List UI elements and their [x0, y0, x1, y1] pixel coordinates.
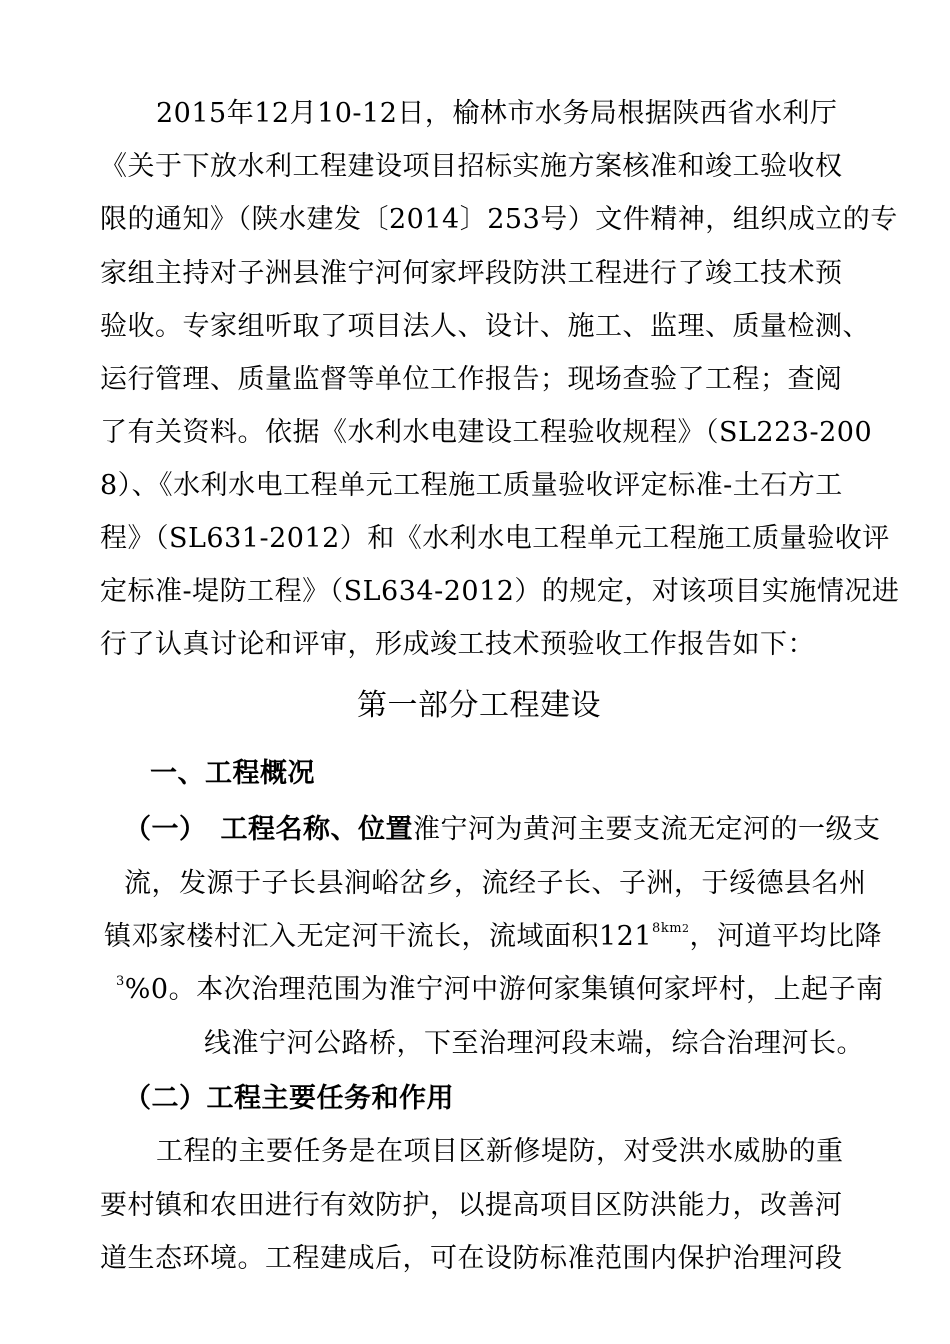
- intro-line-4: 家组主持对子洲县淮宁河何家坪段防洪工程进行了竣工技术预: [100, 258, 843, 289]
- sub1-area-unit: 8km: [652, 921, 683, 936]
- sub1-label: （一）: [124, 814, 207, 845]
- intro-line-9: 程》（SL631-2012）和《水利水电工程单元工程施工质量验收评: [100, 523, 890, 554]
- sub1-area-number: 121: [599, 921, 653, 952]
- sub1-slope-value: 3: [116, 974, 125, 989]
- intro-line-1: 2015年12月10-12日，榆林市水务局根据陕西省水利厅: [156, 98, 838, 129]
- sub1-slope-text: ，河道平均比降: [689, 921, 883, 952]
- intro-line-2: 《关于下放水利工程建设项目招标实施方案核准和竣工验收权: [100, 151, 843, 182]
- section-heading: 一、工程概况: [150, 758, 315, 789]
- sub2-line-2: 要村镇和农田进行有效防护，以提高项目区防洪能力，改善河: [100, 1190, 843, 1221]
- sub2-line-1: 工程的主要任务是在项目区新修堤防，对受洪水威胁的重: [156, 1136, 844, 1167]
- sub2-line-3: 道生态环境。工程建成后，可在设防标准范围内保护治理河段: [100, 1243, 843, 1274]
- sub1-line-1: [124, 812, 881, 848]
- intro-line-6: 运行管理、质量监督等单位工作报告；现场查验了工程；查阅: [100, 364, 843, 395]
- intro-line-3: 限的通知》（陕水建发〔2014〕253号）文件精神，组织成立的专: [100, 204, 898, 235]
- sub2-title: （二）工程主要任务和作用: [124, 1083, 454, 1114]
- sub1-title: 工程名称、位置: [220, 814, 413, 845]
- intro-line-10: 定标准-堤防工程》（SL634-2012）的规定，对该项目实施情况进: [100, 576, 900, 607]
- intro-line-7: 了有关资料。依据《水利水电建设工程验收规程》（SL223-200: [100, 417, 873, 448]
- sub1-text: 淮宁河为黄河主要支流无定河的一级支: [413, 814, 881, 845]
- sub1-area-unit-power: 2: [682, 922, 690, 935]
- intro-line-8: 8）、《水利水电工程单元工程施工质量验收评定标准-土石方工: [100, 470, 843, 501]
- sub1-line-4: [116, 972, 884, 1008]
- sub1-scope-text: %0。本次治理范围为淮宁河中游何家集镇何家坪村，上起子南: [124, 974, 884, 1005]
- part-title: 第一部分工程建设: [357, 688, 601, 723]
- intro-line-11: 行了认真讨论和评审，形成竣工技术预验收工作报告如下：: [100, 629, 815, 660]
- sub1-area-text: 镇邓家楼村汇入无定河干流长，流域面积: [104, 921, 599, 952]
- sub1-line-2: 流，发源于子长县涧峪岔乡，流经子长、子洲，于绥德县名州: [124, 868, 867, 899]
- sub1-line-5: 线淮宁河公路桥，下至治理河段末端，综合治理河长。: [204, 1028, 864, 1059]
- intro-line-5: 验收。专家组听取了项目法人、设计、施工、监理、质量检测、: [100, 311, 870, 342]
- sub1-line-3: [104, 919, 882, 955]
